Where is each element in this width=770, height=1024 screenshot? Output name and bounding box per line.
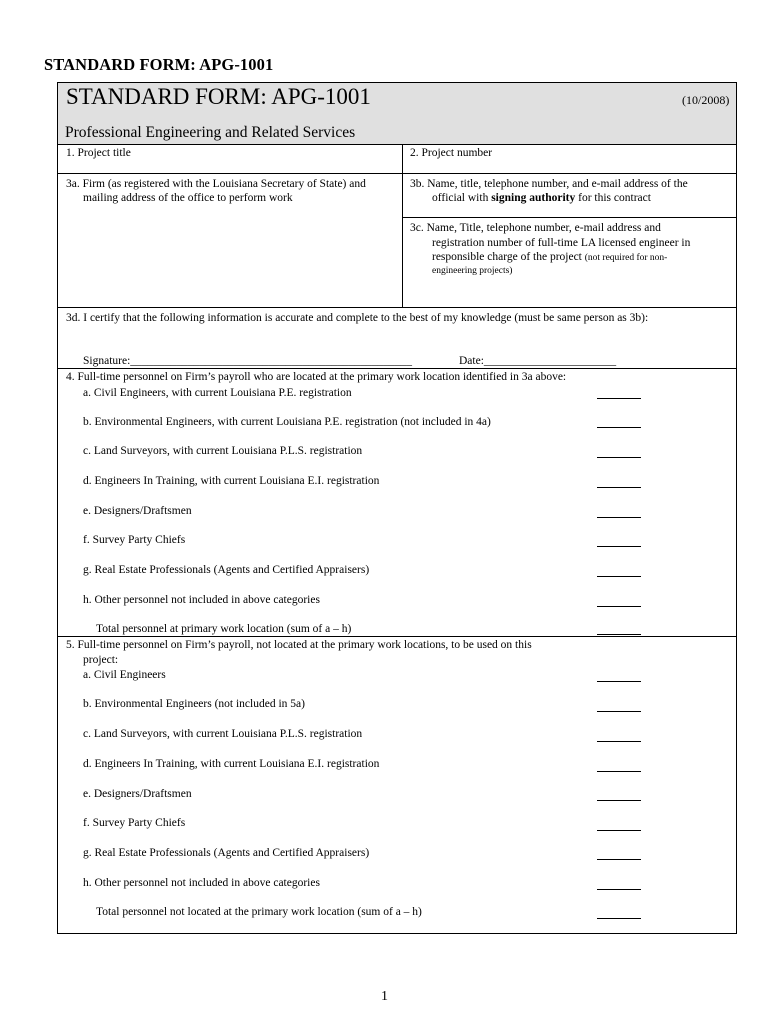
signing-official-label-line1: 3b. Name, title, telephone number, and e-mail address of the bbox=[410, 178, 688, 190]
project-title-label: 1. Project title bbox=[66, 147, 131, 159]
total-blank[interactable] bbox=[597, 634, 641, 635]
date-line[interactable]: Date:_______________________ bbox=[459, 355, 617, 367]
count-blank[interactable] bbox=[597, 546, 641, 547]
engineer-label-line1: 3c. Name, Title, telephone number, e-mail address and bbox=[410, 222, 661, 234]
section5-total: Total personnel not located at the primary work location (sum of a – h) bbox=[96, 906, 422, 918]
section5-item: d. Engineers In Training, with current Louisiana E.I. registration bbox=[83, 758, 380, 770]
count-blank[interactable] bbox=[597, 427, 641, 428]
section4-item: h. Other personnel not included in above categories bbox=[83, 594, 320, 606]
signing-official-label-line2: official with signing authority for this contract bbox=[432, 192, 651, 204]
count-blank[interactable] bbox=[597, 859, 641, 860]
section4-heading: 4. Full-time personnel on Firm’s payroll who are located at the primary work location identified in 3a above: bbox=[66, 371, 567, 383]
section5-item: g. Real Estate Professionals (Agents and Certified Appraisers) bbox=[83, 847, 370, 859]
firm-label-line2: mailing address of the office to perform work bbox=[83, 192, 293, 204]
section5-item: c. Land Surveyors, with current Louisiana P.L.S. registration bbox=[83, 728, 363, 740]
section5-item: e. Designers/Draftsmen bbox=[83, 788, 192, 800]
count-blank[interactable] bbox=[597, 517, 641, 518]
count-blank[interactable] bbox=[597, 800, 641, 801]
section4-item: d. Engineers In Training, with current Louisiana E.I. registration bbox=[83, 475, 380, 487]
signature-line[interactable]: Signature:_________________________________________________ bbox=[83, 355, 413, 367]
form-title: STANDARD FORM: APG-1001 bbox=[66, 84, 371, 109]
count-blank[interactable] bbox=[597, 576, 641, 577]
page-number: 1 bbox=[381, 989, 388, 1004]
column-divider bbox=[402, 144, 403, 307]
section4-item: f. Survey Party Chiefs bbox=[83, 534, 186, 546]
engineer-label-line2: registration number of full-time LA licensed engineer in bbox=[432, 237, 691, 249]
divider bbox=[402, 217, 737, 218]
page-heading: STANDARD FORM: APG-1001 bbox=[44, 55, 274, 74]
certification-statement: 3d. I certify that the following information is accurate and complete to the best of my knowledge (must be same person as 3b): bbox=[66, 312, 649, 324]
divider bbox=[57, 173, 737, 174]
engineer-label-line4: engineering projects) bbox=[432, 266, 513, 276]
section5-heading-line2: project: bbox=[83, 654, 119, 666]
section5-item: a. Civil Engineers bbox=[83, 669, 166, 681]
section4-item: b. Environmental Engineers, with current Louisiana P.E. registration (not included in 4a) bbox=[83, 416, 491, 428]
count-blank[interactable] bbox=[597, 889, 641, 890]
section5-heading-line1: 5. Full-time personnel on Firm’s payroll, not located at the primary work locations, to be used on this bbox=[66, 639, 532, 651]
count-blank[interactable] bbox=[597, 487, 641, 488]
section4-total: Total personnel at primary work location (sum of a – h) bbox=[96, 623, 352, 635]
section5-item: f. Survey Party Chiefs bbox=[83, 817, 186, 829]
section4-item: a. Civil Engineers, with current Louisiana P.E. registration bbox=[83, 387, 352, 399]
count-blank[interactable] bbox=[597, 398, 641, 399]
section5-item: b. Environmental Engineers (not included in 5a) bbox=[83, 698, 305, 710]
count-blank[interactable] bbox=[597, 711, 641, 712]
total-blank[interactable] bbox=[597, 918, 641, 919]
divider bbox=[57, 307, 737, 308]
count-blank[interactable] bbox=[597, 606, 641, 607]
form-subtitle: Professional Engineering and Related Services bbox=[65, 124, 356, 141]
signing-authority-bold: signing authority bbox=[491, 192, 576, 204]
count-blank[interactable] bbox=[597, 741, 641, 742]
project-number-label: 2. Project number bbox=[410, 147, 493, 159]
count-blank[interactable] bbox=[597, 771, 641, 772]
revision-date: (10/2008) bbox=[682, 93, 730, 107]
section4-item: e. Designers/Draftsmen bbox=[83, 505, 192, 517]
count-blank[interactable] bbox=[597, 681, 641, 682]
section4-item: c. Land Surveyors, with current Louisiana P.L.S. registration bbox=[83, 445, 363, 457]
count-blank[interactable] bbox=[597, 830, 641, 831]
section5-item: h. Other personnel not included in above categories bbox=[83, 877, 320, 889]
engineer-label-line3: responsible charge of the project (not required for non- bbox=[432, 251, 668, 263]
count-blank[interactable] bbox=[597, 457, 641, 458]
firm-label-line1: 3a. Firm (as registered with the Louisiana Secretary of State) and bbox=[66, 178, 366, 190]
section4-item: g. Real Estate Professionals (Agents and Certified Appraisers) bbox=[83, 564, 370, 576]
